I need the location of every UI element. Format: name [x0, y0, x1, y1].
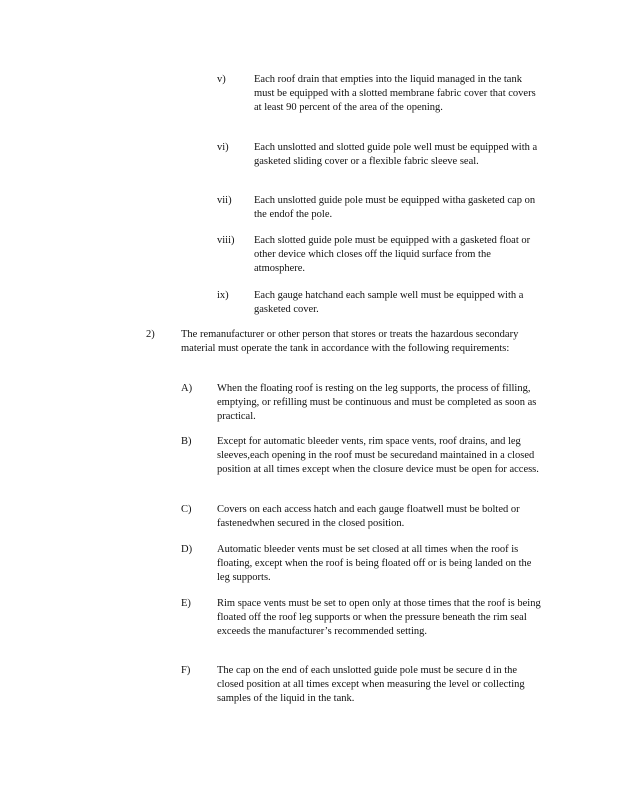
- list-item-text: Automatic bleeder vents must be set closed at all times when the roof is floating, except when the roof is being floated off or is being landed on the leg supports.: [217, 544, 532, 583]
- list-item-text: When the floating roof is resting on the leg supports, the process of filling, emptying, or refilling must be continuous and must be completed as soon as practical.: [217, 383, 537, 422]
- section-2-text: The remanufacturer or other person that stores or treats the hazardous secondary material must operate the tank in accordance with the following requirements:: [181, 329, 519, 354]
- list-item-text: Rim space vents must be set to open only at those times that the roof is being floated off the roof leg supports or when the pressure beneath the rim seal exceeds the manufacturer’s recommended setting.: [217, 598, 541, 637]
- list-marker: C): [181, 504, 192, 515]
- list-marker: vi): [217, 142, 229, 153]
- list-item-text: Each slotted guide pole must be equipped with a gasketed float or other device which closes off the liquid surface from the atmosphere.: [254, 235, 531, 274]
- list-item-text: Each unslotted and slotted guide pole well must be equipped with a gasketed sliding cover or a flexible fabric sleeve seal.: [254, 142, 538, 167]
- list-marker: A): [181, 383, 193, 394]
- list-marker: vii): [217, 195, 232, 206]
- list-marker: B): [181, 436, 192, 447]
- list-item-text: The cap on the end of each unslotted guide pole must be secure d in the closed position at all times except when measuring the level or collecting samples of the liquid in the tank.: [217, 665, 525, 704]
- list-marker: 2): [146, 329, 155, 340]
- list-item-text: Each gauge hatchand each sample well must be equipped with a gasketed cover.: [254, 290, 524, 315]
- list-item-text: Each unslotted guide pole must be equipped witha gasketed cap on the endof the pole.: [254, 195, 536, 220]
- list-marker: v): [217, 74, 226, 85]
- list-item-text: Covers on each access hatch and each gauge floatwell must be bolted or fastenedwhen secured in the closed position.: [217, 504, 520, 529]
- list-marker: viii): [217, 235, 235, 246]
- list-marker: ix): [217, 290, 229, 301]
- list-marker: E): [181, 598, 191, 609]
- list-item-text: Each roof drain that empties into the liquid managed in the tank must be equipped with a slotted membrane fabric cover that covers at least 90 percent of the area of the opening.: [254, 74, 536, 113]
- list-marker: F): [181, 665, 191, 676]
- list-marker: D): [181, 544, 193, 555]
- list-item-text: Except for automatic bleeder vents, rim space vents, roof drains, and leg sleeves,each opening in the roof must be securedand maintained in a closed position at all times except when the closure device must be open for access.: [217, 436, 539, 475]
